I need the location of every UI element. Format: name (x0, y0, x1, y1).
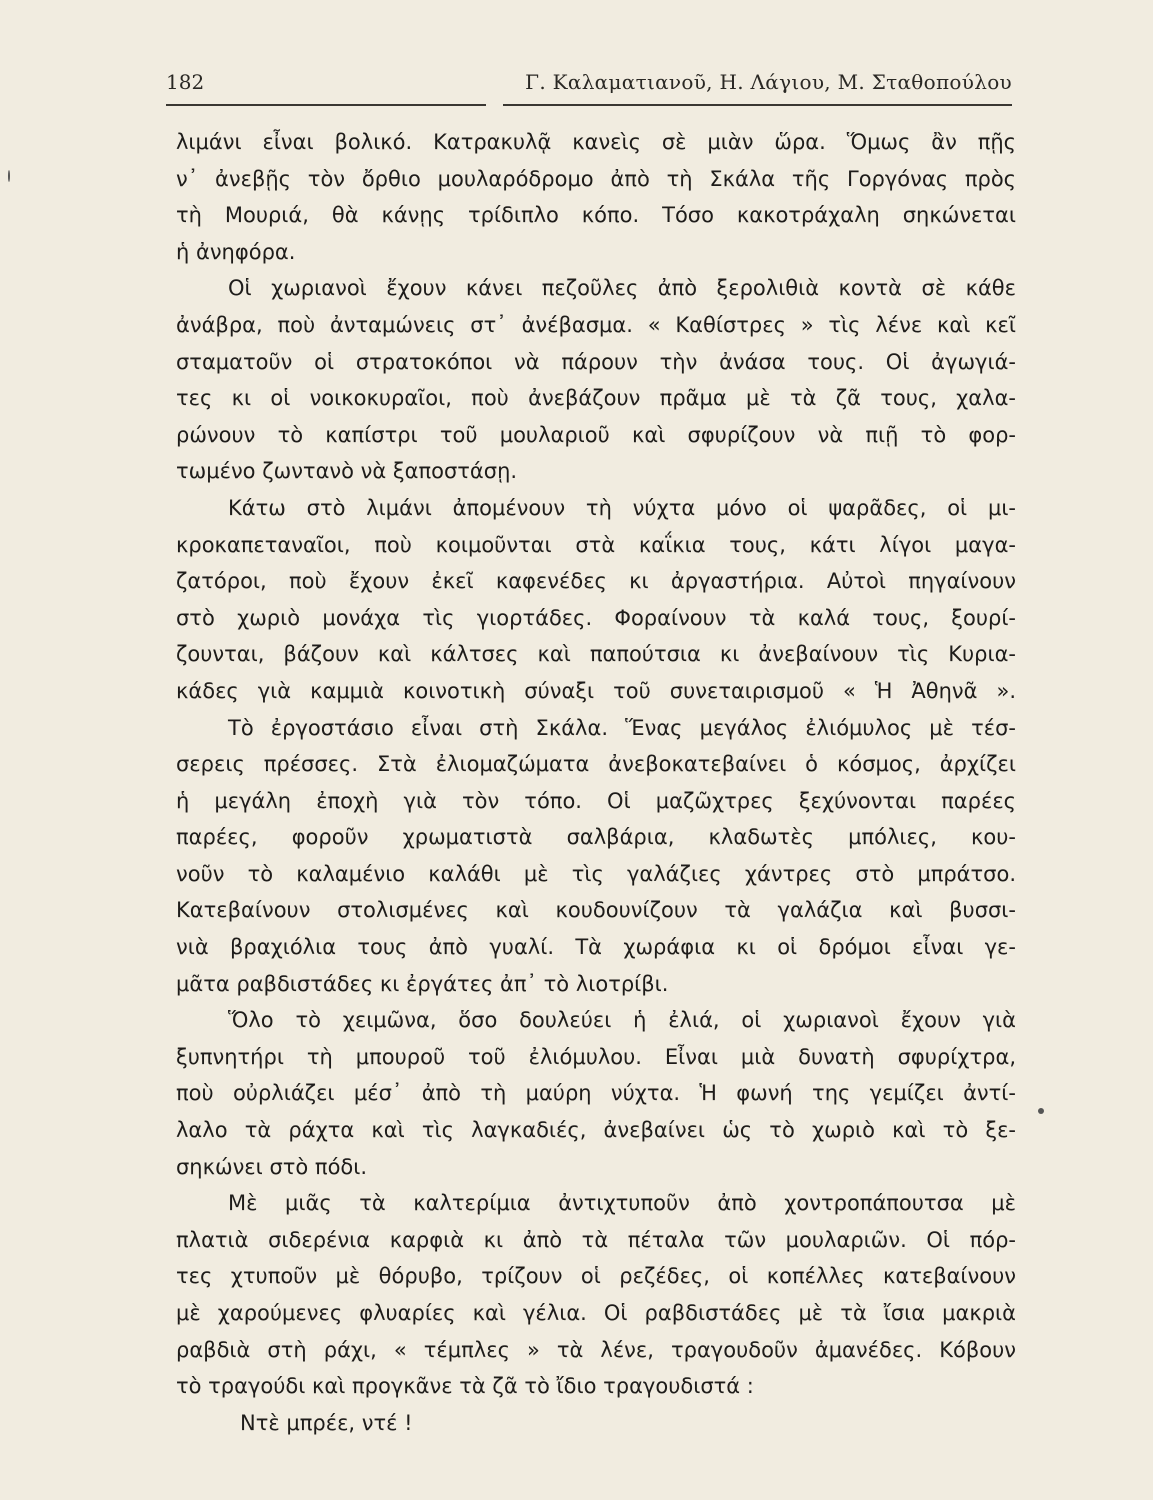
text-line: μὲ χαρούμενες φλυαρίες καὶ γέλια. Οἱ ραβδιστάδες μὲ τὰ ἴσια μακριὰ (176, 1301, 1016, 1325)
text-line: σερεις πρέσσες. Στὰ ἐλιομαζώματα ἀνεβοκατεβαίνει ὁ κόσμος, ἀρχίζει (176, 752, 1016, 777)
running-title: Γ. Καλαματιανοῦ, Η. Λάγιου, Μ. Σταθοπούλου (525, 70, 1012, 94)
header-rule-left (166, 104, 486, 106)
text-line: ζουνται, βάζουν καὶ κάλτσες καὶ παπούτσια κι ἀνεβαίνουν τὶς Κυρια- (176, 642, 1016, 667)
text-line: νιὰ βραχιόλια τους ἀπὸ γυαλί. Τὰ χωράφια κι οἱ δρόμοι εἶναι γε- (176, 935, 1016, 960)
text-line: νοῦν τὸ καλαμένιο καλάθι μὲ τὶς γαλάζιες χάντρες στὸ μπράτσο. (176, 861, 1016, 886)
text-line: λαλο τὰ ράχτα καὶ τὶς λαγκαδιές, ἀνεβαίνει ὡς τὸ χωριὸ καὶ τὸ ξε- (176, 1118, 1016, 1143)
text-line: πλατιὰ σιδερένια καρφιὰ κι ἀπὸ τὰ πέταλα τῶν μουλαριῶν. Οἱ πόρ- (176, 1227, 1016, 1252)
text-line: ξυπνητήρι τὴ μπουροῦ τοῦ ἐλιόμυλου. Εἶναι μιὰ δυνατὴ σφυρίχτρα, (176, 1044, 1016, 1069)
text-line: ραβδιὰ στὴ ράχι, « τέμπλες » τὰ λένε, τραγουδοῦν ἀμανέδες. Κόβουν (176, 1337, 1016, 1362)
text-line: ν᾽ ἀνεβῇς τὸν ὄρθιο μουλαρόδρομο ἀπὸ τὴ Σκάλα τῆς Γοργόνας πρὸς (176, 166, 1016, 191)
text-line: ἡ μεγάλη ἐποχὴ γιὰ τὸν τόπο. Οἱ μαζῶχτρες ξεχύνονται παρέες (176, 788, 1016, 813)
text-line: τες χτυποῦν μὲ θόρυβο, τρίζουν οἱ ρεζέδες, οἱ κοπέλλες κατεβαίνουν (176, 1264, 1016, 1289)
text-line: ζατόροι, ποὺ ἔχουν ἐκεῖ καφενέδες κι ἀργαστήρια. Αὐτοὶ πηγαίνουν (176, 569, 1016, 594)
text-line: τες κι οἱ νοικοκυραῖοι, ποὺ ἀνεβάζουν πρᾶμα μὲ τὰ ζᾶ τους, χαλα- (176, 386, 1016, 411)
text-line: στὸ χωριὸ μονάχα τὶς γιορτάδες. Φοραίνουν τὰ καλά τους, ξουρί- (176, 605, 1016, 630)
text-line: κάδες γιὰ καμμιὰ κοινοτικὴ σύναξι τοῦ συνεταιρισμοῦ « Ἡ Ἀθηνᾶ ». (176, 678, 1016, 703)
text-line: ρώνουν τὸ καπίστρι τοῦ μουλαριοῦ καὶ σφυρίζουν νὰ πιῇ τὸ φορ- (176, 422, 1016, 447)
body-text (176, 124, 1016, 1441)
text-line: παρέες, φοροῦν χρωματιστὰ σαλβάρια, κλαδωτὲς μπόλιες, κου- (176, 825, 1016, 850)
page-number: 182 (166, 70, 205, 94)
text-line: μᾶτα ραβδιστάδες κι ἐργάτες ἀπ᾽ τὸ λιοτρίβι. (176, 971, 669, 996)
text-line: Οἱ χωριανοὶ ἔχουν κάνει πεζοῦλες ἀπὸ ξερολιθιὰ κοντὰ σὲ κάθε (228, 276, 1016, 301)
text-line: Κατεβαίνουν στολισμένες καὶ κουδουνίζουν τὰ γαλάζια καὶ βυσσι- (176, 898, 1016, 923)
margin-mark (8, 170, 10, 182)
margin-dot (1038, 1108, 1044, 1114)
text-line: Ντὲ μπρέε, ντέ ! (240, 1410, 413, 1435)
text-line: τωμένο ζωντανὸ νὰ ξαποστάσῃ. (176, 459, 518, 484)
text-line: λιμάνι εἶναι βολικό. Κατρακυλᾷ κανεὶς σὲ μιὰν ὥρα. Ὅμως ἂν πῇς (176, 130, 1016, 154)
text-line: τὸ τραγούδι καὶ προγκᾶνε τὰ ζᾶ τὸ ἴδιο τραγουδιστά : (176, 1374, 754, 1399)
text-line: Κάτω στὸ λιμάνι ἀπομένουν τὴ νύχτα μόνο οἱ ψαρᾶδες, οἱ μι- (228, 495, 1016, 520)
text-line: σταματοῦν οἱ στρατοκόποι νὰ πάρουν τὴν ἀνάσα τους. Οἱ ἀγωγιά- (176, 349, 1016, 374)
header-rule-right (503, 104, 1012, 106)
text-line: κροκαπεταναῖοι, ποὺ κοιμοῦνται στὰ καΐκια τους, κάτι λίγοι μαγα- (176, 532, 1016, 557)
text-line: ἀνάβρα, ποὺ ἀνταμώνεις στ᾽ ἀνέβασμα. « Καθίστρες » τὶς λένε καὶ κεῖ (176, 312, 1016, 337)
text-line: Τὸ ἐργοστάσιο εἶναι στὴ Σκάλα. Ἕνας μεγάλος ἐλιόμυλος μὲ τέσ- (228, 715, 1016, 740)
text-line: σηκώνει στὸ πόδι. (176, 1154, 368, 1179)
text-line: ἡ ἀνηφόρα. (176, 239, 296, 264)
text-line: τὴ Μουριά, θὰ κάνῃς τρίδιπλο κόπο. Τόσο κακοτράχαλη σηκώνεται (176, 203, 1016, 228)
text-line: Ὅλο τὸ χειμῶνα, ὅσο δουλεύει ἡ ἐλιά, οἱ χωριανοὶ ἔχουν γιὰ (228, 1008, 1016, 1033)
text-line: Μὲ μιᾶς τὰ καλτερίμια ἀντιχτυποῦν ἀπὸ χοντροπάπουτσα μὲ (228, 1191, 1016, 1216)
page-header (166, 70, 1012, 104)
text-line: ποὺ οὐρλιάζει μέσ᾽ ἀπὸ τὴ μαύρη νύχτα. Ἡ φωνή της γεμίζει ἀντί- (176, 1081, 1016, 1106)
